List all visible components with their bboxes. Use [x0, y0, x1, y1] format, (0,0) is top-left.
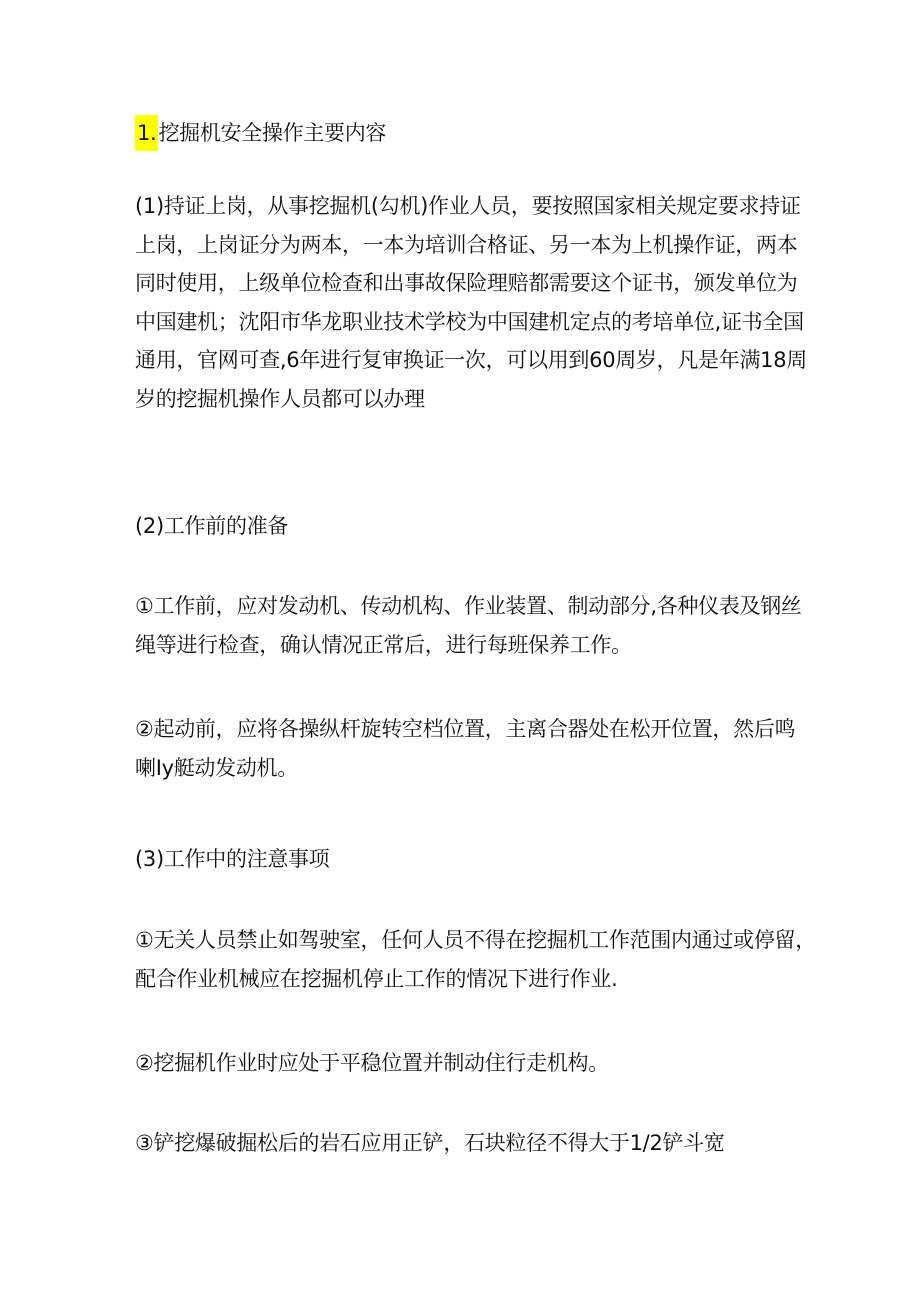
- paragraph-line: 岁的挖掘机操作人员都可以办理: [135, 386, 425, 411]
- paragraph-line: 通用，官网可查,6年进行复审换证一次，可以用到60周岁，凡是年满18周: [135, 348, 807, 372]
- section-heading: [135, 114, 795, 153]
- paragraph-line: ③铲挖爆破掘松后的岩石应用正铲，石块粒径不得大于1/2铲斗宽: [135, 1131, 725, 1155]
- section3-item1: [135, 921, 816, 998]
- paragraph-line: 绳等进行检查，确认情况正常后，进行每班保养工作。: [135, 632, 632, 657]
- heading-line: [135, 114, 795, 153]
- section3-item3: [135, 1124, 795, 1163]
- section3-title: [135, 840, 795, 879]
- section3-item2: [135, 1044, 795, 1083]
- section1-paragraph: [135, 187, 807, 418]
- paragraph-line: ①工作前，应对发动机、传动机构、作业装置、制动部分,各种仪表及钢丝: [135, 594, 802, 618]
- section2-item2: [135, 710, 795, 787]
- paragraph-line: 喇Iy艇动发动机。: [135, 755, 298, 780]
- paragraph-line: 配合作业机械应在挖掘机停止工作的情况下进行作业.: [135, 966, 618, 991]
- paragraph-line: 中国建机；沈阳市华龙职业技术学校为中国建机定点的考培单位,证书全国: [135, 309, 804, 334]
- paragraph-line: 上岗，上岗证分为两本，一本为培训合格证、另一本为上机操作证，两本: [135, 232, 798, 257]
- paragraph-line: ②挖掘机作业时应处于平稳位置并制动住行走机构。: [135, 1051, 609, 1075]
- subsection-title: (3)工作中的注意事项: [135, 847, 330, 871]
- paragraph-line: 同时使用，上级单位检查和出事故保险理赔都需要这个证书，颁发单位为: [135, 271, 798, 295]
- paragraph-line: ②起动前，应将各操纵杆旋转空档位置，主离合器处在松开位置，然后鸣: [135, 717, 796, 741]
- subsection-title: (2)工作前的准备: [135, 514, 289, 538]
- paragraph-line: (1)持证上岗，从事挖掘机(勾机)作业人员，要按照国家相关规定要求持证: [135, 194, 801, 218]
- section2-item1: [135, 587, 802, 664]
- heading-number: 1.: [135, 115, 158, 151]
- paragraph-line: ①无关人员禁止如驾驶室，任何人员不得在挖掘机工作范围内通过或停留，: [135, 928, 816, 952]
- heading-text: 挖掘机安全操作主要内容: [158, 121, 387, 145]
- section2-title: [135, 507, 795, 546]
